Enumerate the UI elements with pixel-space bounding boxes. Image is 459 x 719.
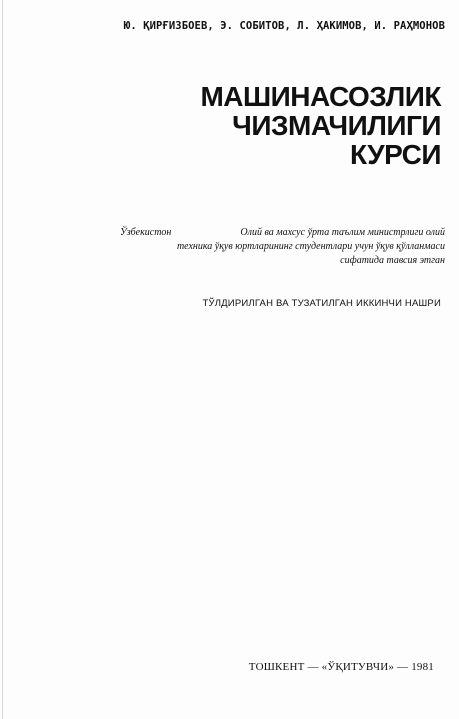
approval-line-1-right: Олий ва махсус ўрта таълим министрлиги олий	[240, 227, 445, 238]
book-title	[121, 82, 441, 169]
title-line-3: КУРСИ	[349, 139, 441, 170]
approval-note	[120, 226, 445, 268]
title-line-2: ЧИЗМАЧИЛИГИ	[232, 110, 441, 141]
authors-line: Ю. ҚИРҒИЗБОЕВ, Э. СОБИТОВ, Л. ҲАКИМОВ, И. РАҲМОНОВ	[123, 20, 445, 32]
publisher-imprint: ТОШКЕНТ — «ЎҚИТУВЧИ» — 1981	[248, 661, 434, 673]
edition-note: ТЎЛДИРИЛГАН ВА ТУЗАТИЛГАН ИККИНЧИ НАШРИ	[202, 298, 441, 309]
title-line-1: МАШИНАСОЗЛИК	[200, 81, 441, 112]
approval-line-3: сифатида тавсия этган	[340, 255, 445, 266]
approval-line-1-left: Ўзбекистон	[120, 227, 172, 238]
approval-line-2: техника ўқув юртларининг студентлари учун ўқув қўлланмаси	[176, 241, 445, 252]
approval-line-1	[120, 226, 445, 240]
page-edge	[2, 0, 3, 719]
